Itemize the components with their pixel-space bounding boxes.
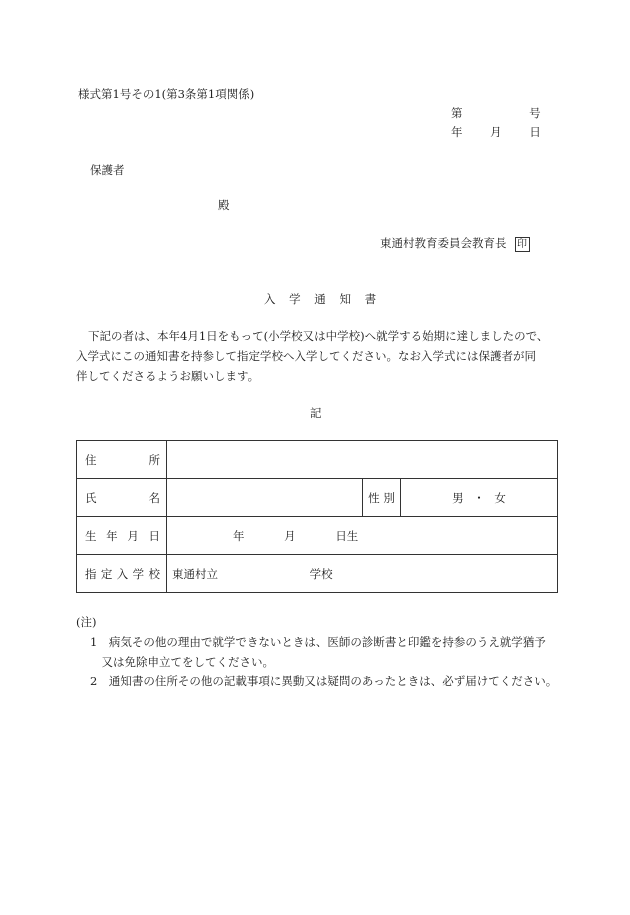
birthdate-row [77, 517, 558, 555]
school-prefix: 東通村立 [172, 566, 218, 581]
birth-year: 年 [233, 528, 245, 543]
notes-heading: (注) [76, 615, 97, 629]
gender-label: 性 別 [363, 479, 401, 517]
birthdate-label: 生 年 月 日 [77, 517, 167, 555]
school-suffix: 学校 [309, 566, 333, 581]
date-month: 月 [490, 125, 502, 139]
school-field[interactable] [167, 555, 558, 593]
honorific: 殿 [218, 198, 230, 212]
form-reference: 様式第1号その1(第3条第1項関係) [78, 87, 255, 101]
birth-month: 月 [284, 528, 296, 543]
body-line-3: 伴してくださるようお願いします。 [76, 369, 260, 383]
document-number [451, 105, 541, 121]
birthdate-field[interactable] [167, 517, 558, 555]
note-item-2: 2 通知書の住所その他の記載事項に異動又は疑問のあったときは、必ず届けてください。 [90, 674, 558, 688]
note-item-1-cont: 又は免除申立てをしてください。 [90, 655, 274, 669]
date-year: 年 [451, 125, 463, 139]
sender [380, 235, 530, 252]
document-title: 入 学 通 知 書 [264, 292, 378, 306]
seal-mark: 印 [515, 237, 530, 252]
name-field[interactable] [167, 479, 363, 517]
sender-name: 東通村教育委員会教育長 [380, 236, 507, 250]
school-label: 指 定 入 学 校 [77, 555, 167, 593]
body-line-2: 入学式にこの通知書を持参して指定学校へ入学してください。なお入学式には保護者が同 [76, 349, 536, 363]
name-label: 氏 名 [77, 479, 167, 517]
date-day: 日 [529, 125, 541, 139]
student-info-table [76, 440, 558, 593]
guardian-label: 保護者 [90, 163, 125, 177]
gender-options[interactable]: 男 ・ 女 [401, 479, 558, 517]
body-line-1: 下記の者は、本年4月1日をもって(小学校又は中学校)へ就学する始期に達しましたので、 [88, 329, 549, 343]
address-row [77, 441, 558, 479]
document-date [451, 124, 541, 140]
number-prefix: 第 [451, 106, 463, 120]
number-suffix: 号 [529, 106, 541, 120]
ki-marker: 記 [310, 406, 322, 420]
note-item-1: 1 病気その他の理由で就学できないときは、医師の診断書と印鑑を持参のうえ就学猶予 [90, 635, 546, 649]
name-row [77, 479, 558, 517]
birth-day: 日生 [335, 528, 359, 543]
address-field[interactable] [167, 441, 558, 479]
school-row [77, 555, 558, 593]
address-label: 住 所 [77, 441, 167, 479]
